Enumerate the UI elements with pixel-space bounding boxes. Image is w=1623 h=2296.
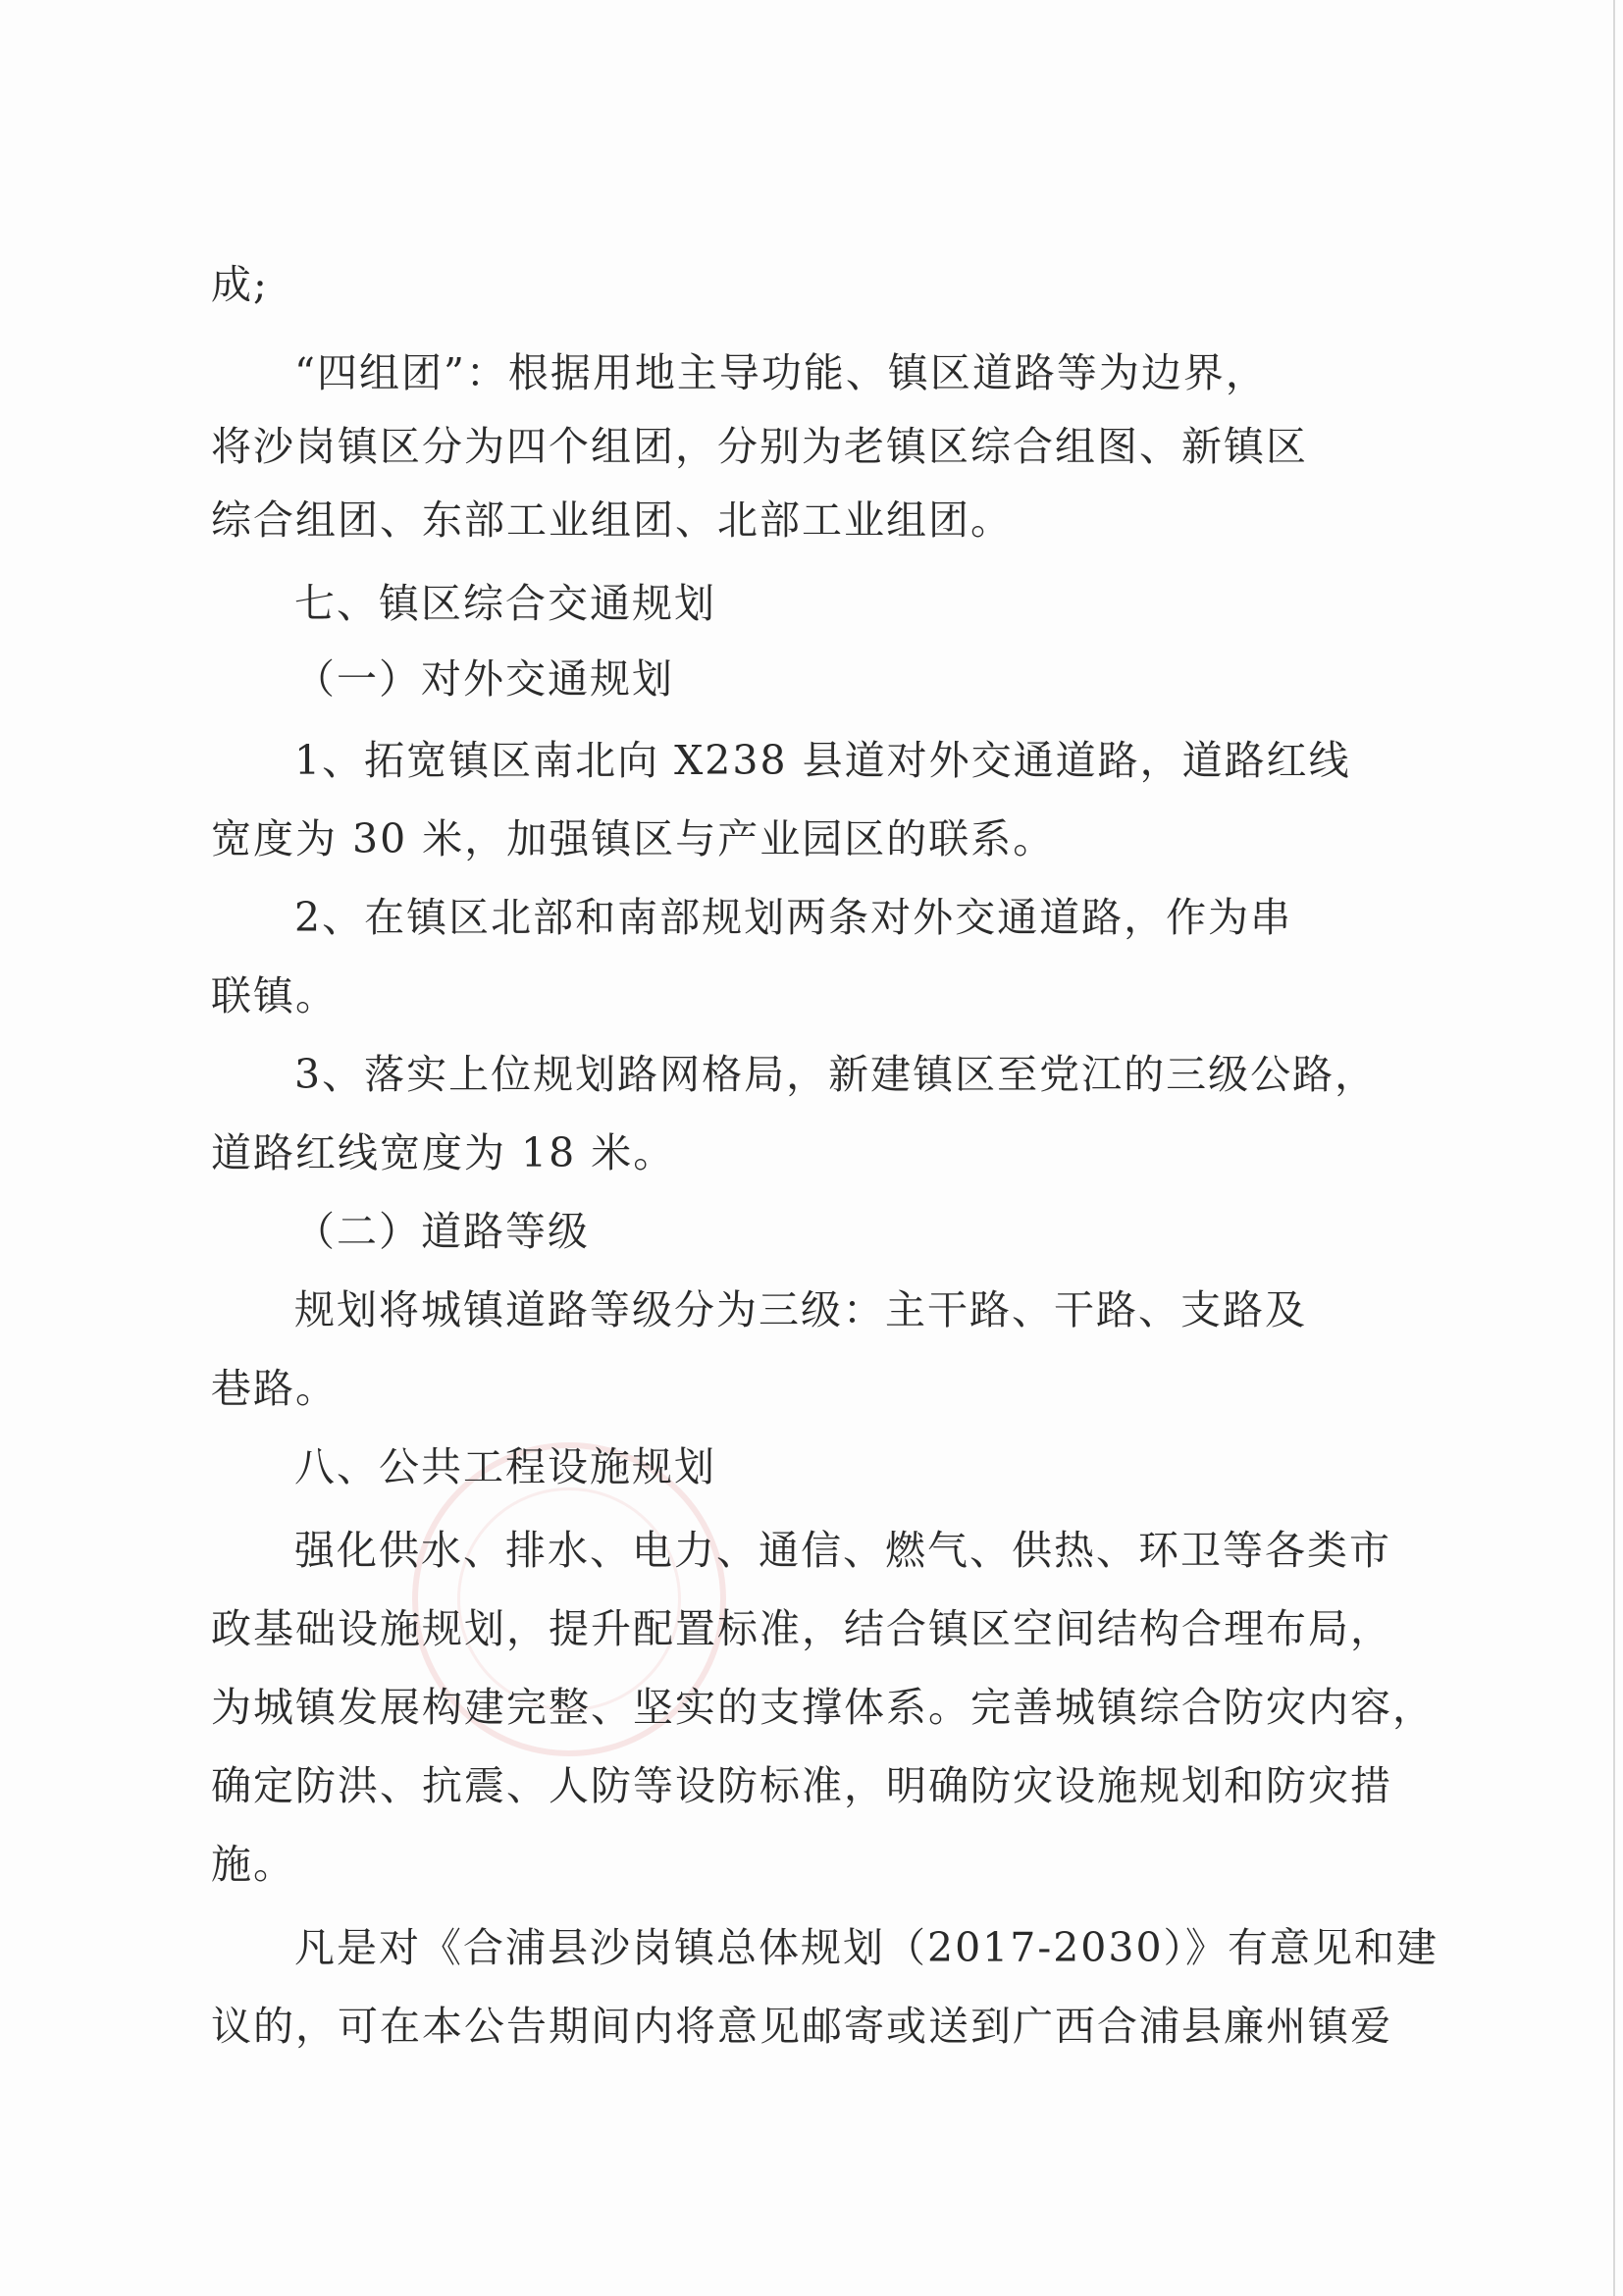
text-line: 2、在镇区北部和南部规划两条对外交通道路，作为串	[294, 894, 1293, 941]
text-line: 议的，可在本公告期间内将意见邮寄或送到广西合浦县廉州镇爱	[211, 2003, 1392, 2050]
text-line: 为城镇发展构建完整、坚实的支撑体系。完善城镇综合防灾内容，	[211, 1684, 1435, 1731]
text-line: 规划将城镇道路等级分为三级：主干路、干路、支路及	[294, 1286, 1307, 1333]
text-line: 成;	[211, 261, 269, 308]
text-line: “四组团”：根据用地主导功能、镇区道路等为边界，	[294, 349, 1268, 396]
text-line: 联镇。	[211, 972, 338, 1019]
text-line: 政基础设施规划，提升配置标准，结合镇区空间结构合理布局，	[211, 1605, 1392, 1652]
subsection-heading: （二）道路等级	[294, 1208, 590, 1255]
text-line: 道路红线宽度为 18 米。	[211, 1129, 676, 1176]
text-line: 施。	[211, 1841, 295, 1888]
text-line: 宽度为 30 米，加强镇区与产业园区的联系。	[211, 815, 1056, 862]
subsection-heading: （一）对外交通规划	[294, 655, 674, 703]
text-line: 3、落实上位规划路网格局，新建镇区至党江的三级公路，	[294, 1051, 1378, 1098]
text-line: 将沙岗镇区分为四个组团，分别为老镇区综合组图、新镇区	[211, 423, 1308, 470]
text-line: 综合组团、东部工业组团、北部工业组团。	[211, 496, 1013, 544]
scan-edge	[1613, 0, 1615, 2296]
text-line: 强化供水、排水、电力、通信、燃气、供热、环卫等各类市	[294, 1527, 1391, 1574]
text-line: 凡是对《合浦县沙岗镇总体规划（2017-2030）》有意见和建	[294, 1924, 1440, 1971]
section-heading: 七、镇区综合交通规划	[294, 580, 716, 627]
section-heading: 八、公共工程设施规划	[294, 1443, 716, 1490]
text-line: 确定防洪、抗震、人防等设防标准，明确防灾设施规划和防灾措	[211, 1762, 1392, 1809]
text-line: 巷路。	[211, 1365, 338, 1412]
text-line: 1、拓宽镇区南北向 X238 县道对外交通道路，道路红线	[294, 737, 1351, 784]
